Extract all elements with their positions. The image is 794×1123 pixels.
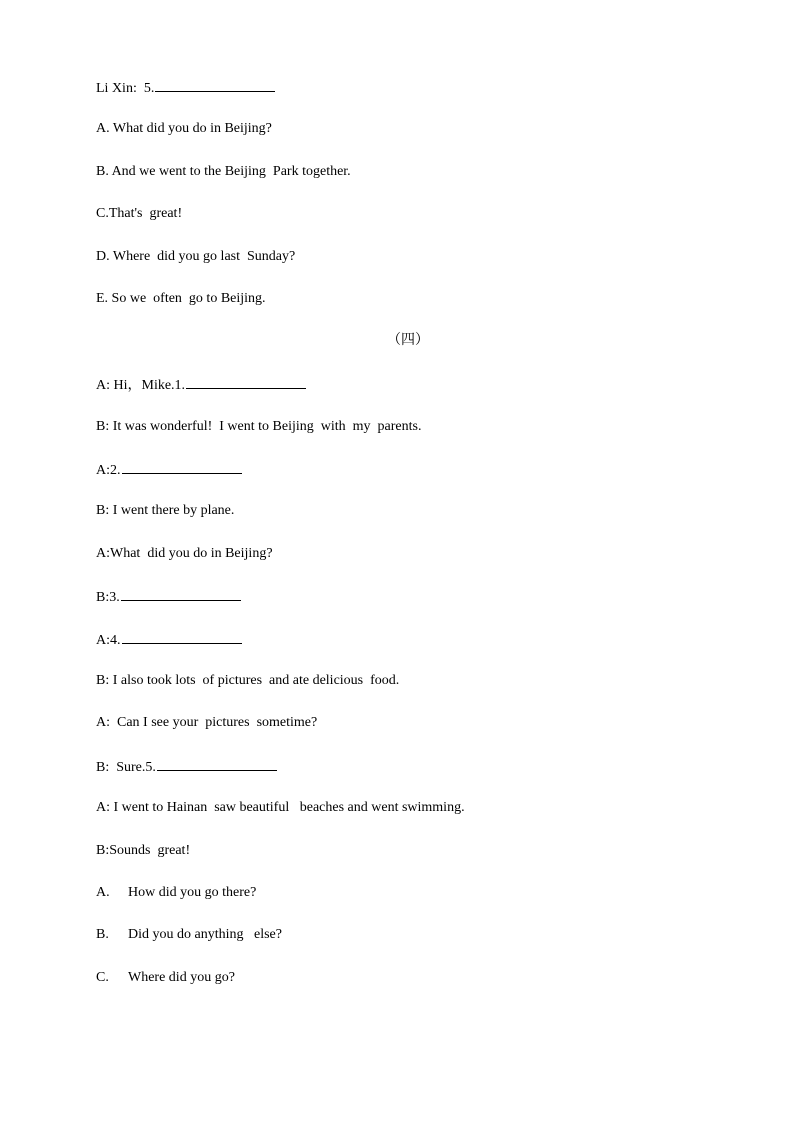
option-letter: C. bbox=[96, 970, 109, 985]
option-letter: B. bbox=[96, 927, 109, 942]
dialogue-line-3 bbox=[96, 461, 242, 479]
part3-option-c: C.That's great! bbox=[96, 206, 183, 221]
part3-question-5 bbox=[96, 79, 275, 97]
answer-blank bbox=[122, 461, 242, 474]
answer-blank bbox=[157, 758, 277, 771]
option-text: How did you go there? bbox=[128, 885, 257, 900]
answer-blank bbox=[121, 588, 241, 601]
part4-option-a bbox=[96, 885, 256, 901]
question-text: Li Xin: 5. bbox=[96, 81, 155, 96]
part3-option-d: D. Where did you go last Sunday? bbox=[96, 249, 296, 264]
dialogue-line-5: A:What did you do in Beijing? bbox=[96, 546, 273, 561]
part4-option-c bbox=[96, 970, 235, 986]
dialogue-line-11: A: I went to Hainan saw beautiful beaches and went swimming. bbox=[96, 800, 465, 815]
dialogue-text: B: Sure.5. bbox=[96, 760, 156, 775]
option-text: Where did you go? bbox=[128, 970, 235, 985]
section-heading: （四） bbox=[387, 333, 429, 348]
dialogue-line-4: B: I went there by plane. bbox=[96, 503, 235, 518]
answer-blank bbox=[122, 631, 242, 644]
part3-option-a: A. What did you do in Beijing? bbox=[96, 121, 272, 136]
dialogue-line-12: B:Sounds great! bbox=[96, 843, 191, 858]
part4-option-b bbox=[96, 927, 282, 943]
dialogue-text: A:2. bbox=[96, 463, 121, 478]
dialogue-line-2: B: It was wonderful! I went to Beijing with my parents. bbox=[96, 419, 422, 434]
dialogue-line-7 bbox=[96, 631, 242, 649]
option-text: Did you do anything else? bbox=[128, 927, 282, 942]
dialogue-line-6 bbox=[96, 588, 241, 606]
dialogue-text: A:4. bbox=[96, 633, 121, 648]
dialogue-line-9: A: Can I see your pictures sometime? bbox=[96, 715, 318, 730]
answer-blank bbox=[186, 376, 306, 389]
dialogue-text: B:3. bbox=[96, 590, 120, 605]
option-letter: A. bbox=[96, 885, 110, 900]
answer-blank bbox=[155, 79, 275, 92]
part3-option-e: E. So we often go to Beijing. bbox=[96, 291, 266, 306]
dialogue-line-8: B: I also took lots of pictures and ate delicious food. bbox=[96, 673, 400, 688]
part3-option-b: B. And we went to the Beijing Park together. bbox=[96, 164, 351, 179]
dialogue-line-1 bbox=[96, 376, 306, 394]
dialogue-text: A: Hi，Mike.1. bbox=[96, 378, 186, 393]
dialogue-line-10 bbox=[96, 758, 277, 776]
